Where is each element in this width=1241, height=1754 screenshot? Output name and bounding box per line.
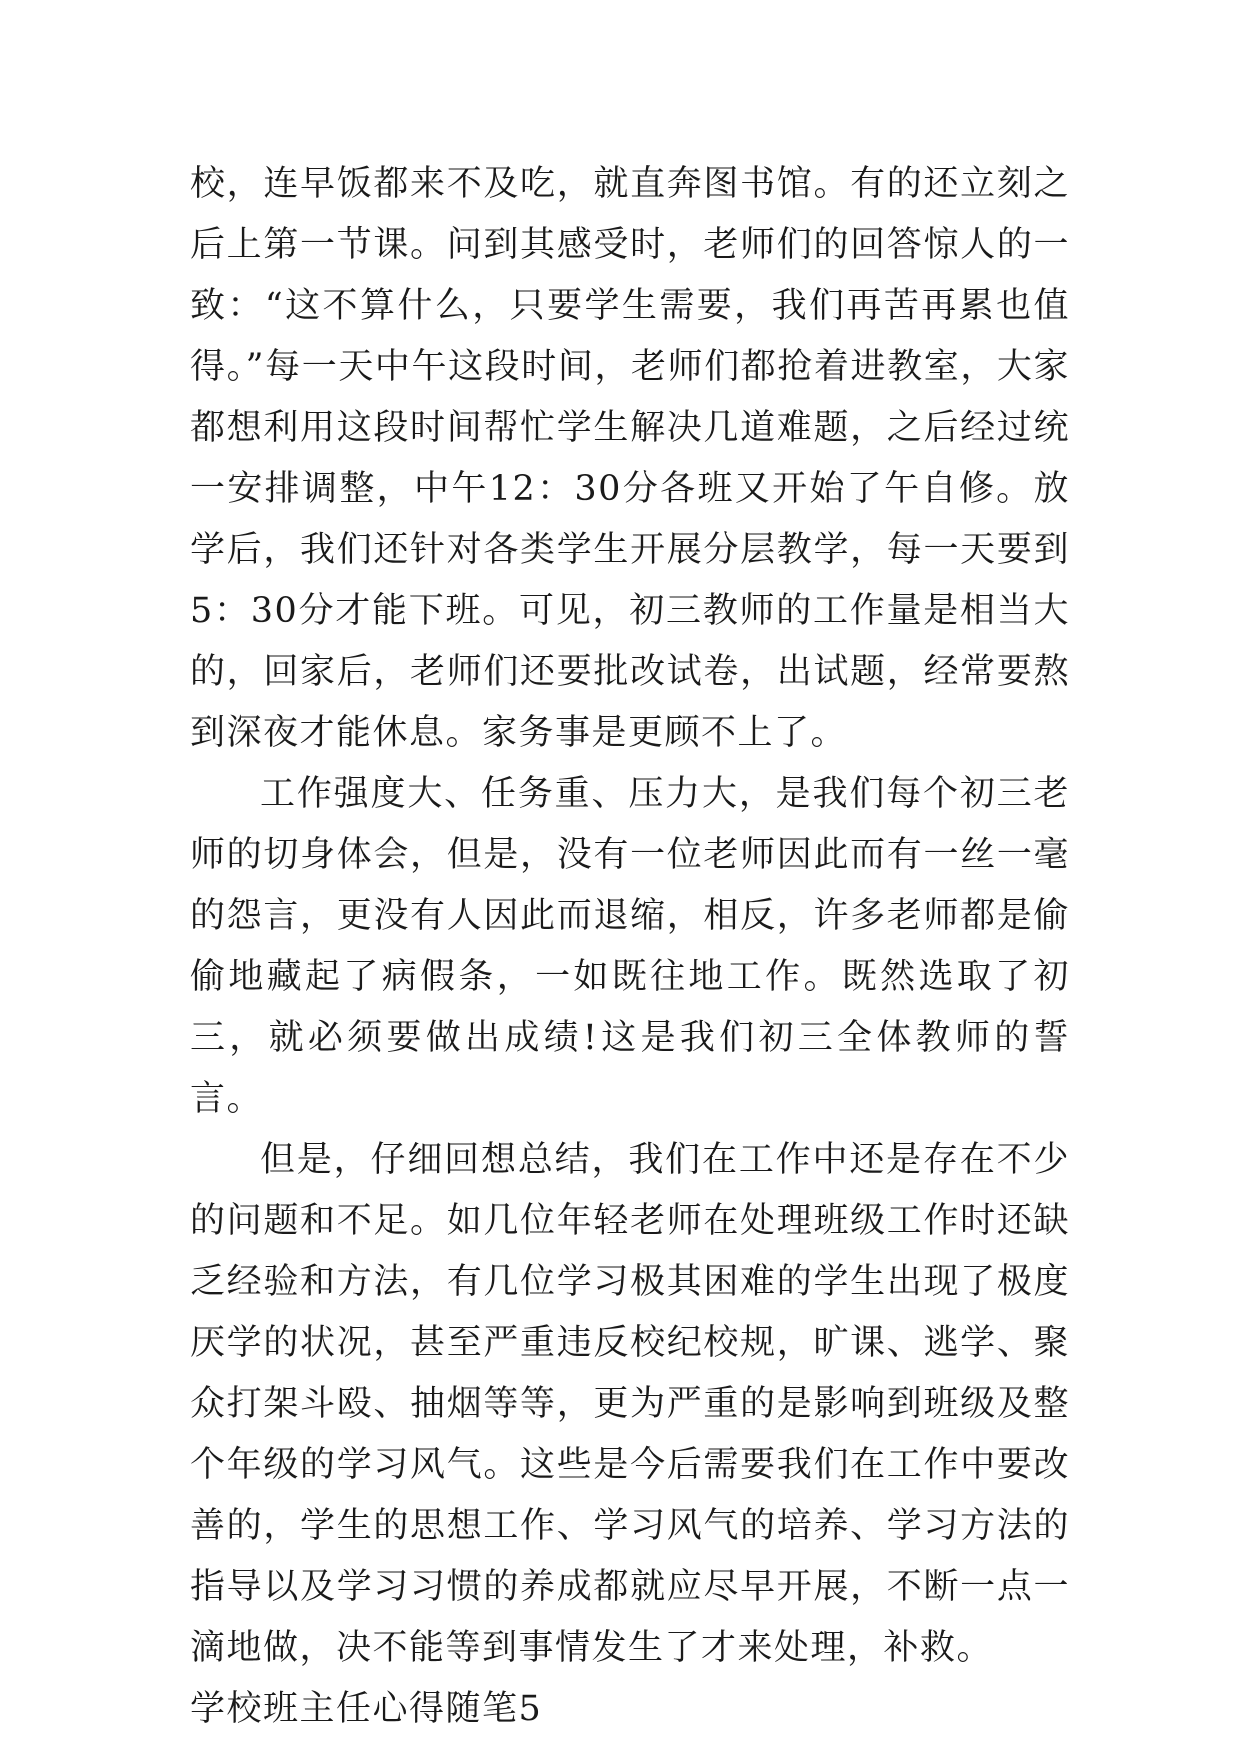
paragraph-2: 工作强度大、任务重、压力大，是我们每个初三老师的切身体会，但是，没有一位老师因此而有一丝一毫的怨言，更没有人因此而退缩，相反，许多老师都是偷偷地藏起了病假条，一如既往地工作。既然选取了初三，就必须要做出成绩!这是我们初三全体教师的誓言。 bbox=[190, 774, 1070, 1119]
paragraph-1: 校，连早饭都来不及吃，就直奔图书馆。有的还立刻之后上第一节课。问到其感受时，老师们的回答惊人的一致：“这不算什么，只要学生需要，我们再苦再累也值得。”每一天中午这段时间，老师们都抢着进教室，大家都想利用这段时间帮忙学生解决几道难题，之后经过统一安排调整，中午12：30分各班又开始了午自修。放学后，我们还针对各类学生开展分层教学，每一天要到5：30分才能下班。可见，初三教师的工作量是相当大的，回家后，老师们还要批改试卷，出试题，经常要熬到深夜才能休息。家务事是更顾不上了。 bbox=[190, 164, 1070, 753]
document-body bbox=[190, 154, 1070, 1740]
paragraph-3: 但是，仔细回想总结，我们在工作中还是存在不少的问题和不足。如几位年轻老师在处理班级工作时还缺乏经验和方法，有几位学习极其困难的学生出现了极度厌学的状况，甚至严重违反校纪校规，旷课、逃学、聚众打架斗殴、抽烟等等，更为严重的是影响到班级及整个年级的学习风气。这些是今后需要我们在工作中要改善的，学生的思想工作、学习风气的培养、学习方法的指导以及学习习惯的养成都就应尽早开展，不断一点一滴地做，决不能等到事情发生了才来处理，补救。 bbox=[190, 1140, 1070, 1668]
section-heading: 学校班主任心得随笔5 bbox=[190, 1689, 543, 1729]
